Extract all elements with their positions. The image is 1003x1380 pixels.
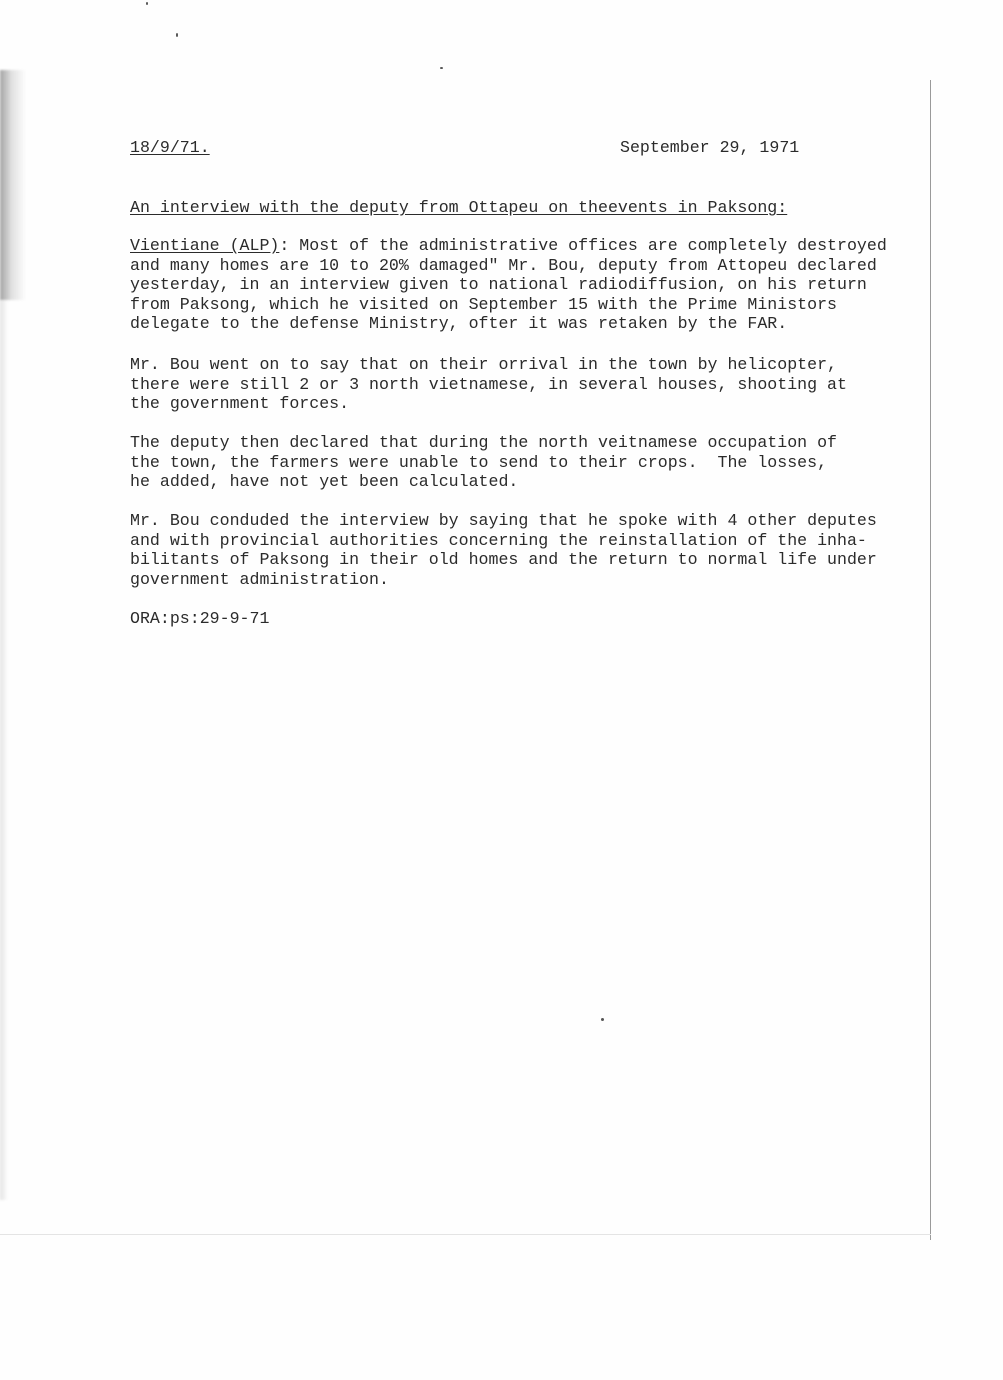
reference-number: 18/9/71. [130,138,210,157]
document-date: September 29, 1971 [620,138,800,157]
paragraph-2: Mr. Bou went on to say that on their orrival in the town by helicopter, there were still 2 or 3 north vietnamese, in several houses, shooting at the government forces. [130,355,847,414]
paragraph-1-body: : Most of the administrative offices are completely destroyed and many homes are 10 to 20% damaged" Mr. Bou, deputy from Attopeu declared yesterday, in an interview given to national radiodiffusion, on his return from Paksong, which he visited on September 15 with the Prime Ministors delegate to the defense Ministry, ofter it was retaken by the FAR. [130,236,887,334]
scan-speck [440,67,443,69]
scan-edge-shadow [0,70,26,300]
page-edge-rule [930,80,931,1240]
page-bottom-edge [0,1234,931,1235]
dateline: Vientiane (ALP) [130,236,280,255]
footer-code: ORA:ps:29-9-71 [130,609,270,628]
headline: An interview with the deputy from Ottapeu on theevents in Paksong: [130,198,788,217]
scan-speck [601,1018,604,1021]
scan-speck [146,2,148,5]
scan-speck [176,33,178,37]
paragraph-3: The deputy then declared that during the north veitnamese occupation of the town, the farmers were unable to send to their crops. The losses, he added, have not yet been calculated. [130,433,838,492]
paragraph-4: Mr. Bou conduded the interview by saying that he spoke with 4 other deputes and with provincial authorities concerning the reinstallation of the inha- bilitants of Paksong in their old homes and the return to normal life under government administration. [130,511,877,589]
scan-edge-shadow-lower [0,300,8,1200]
paragraph-1 [130,236,887,334]
